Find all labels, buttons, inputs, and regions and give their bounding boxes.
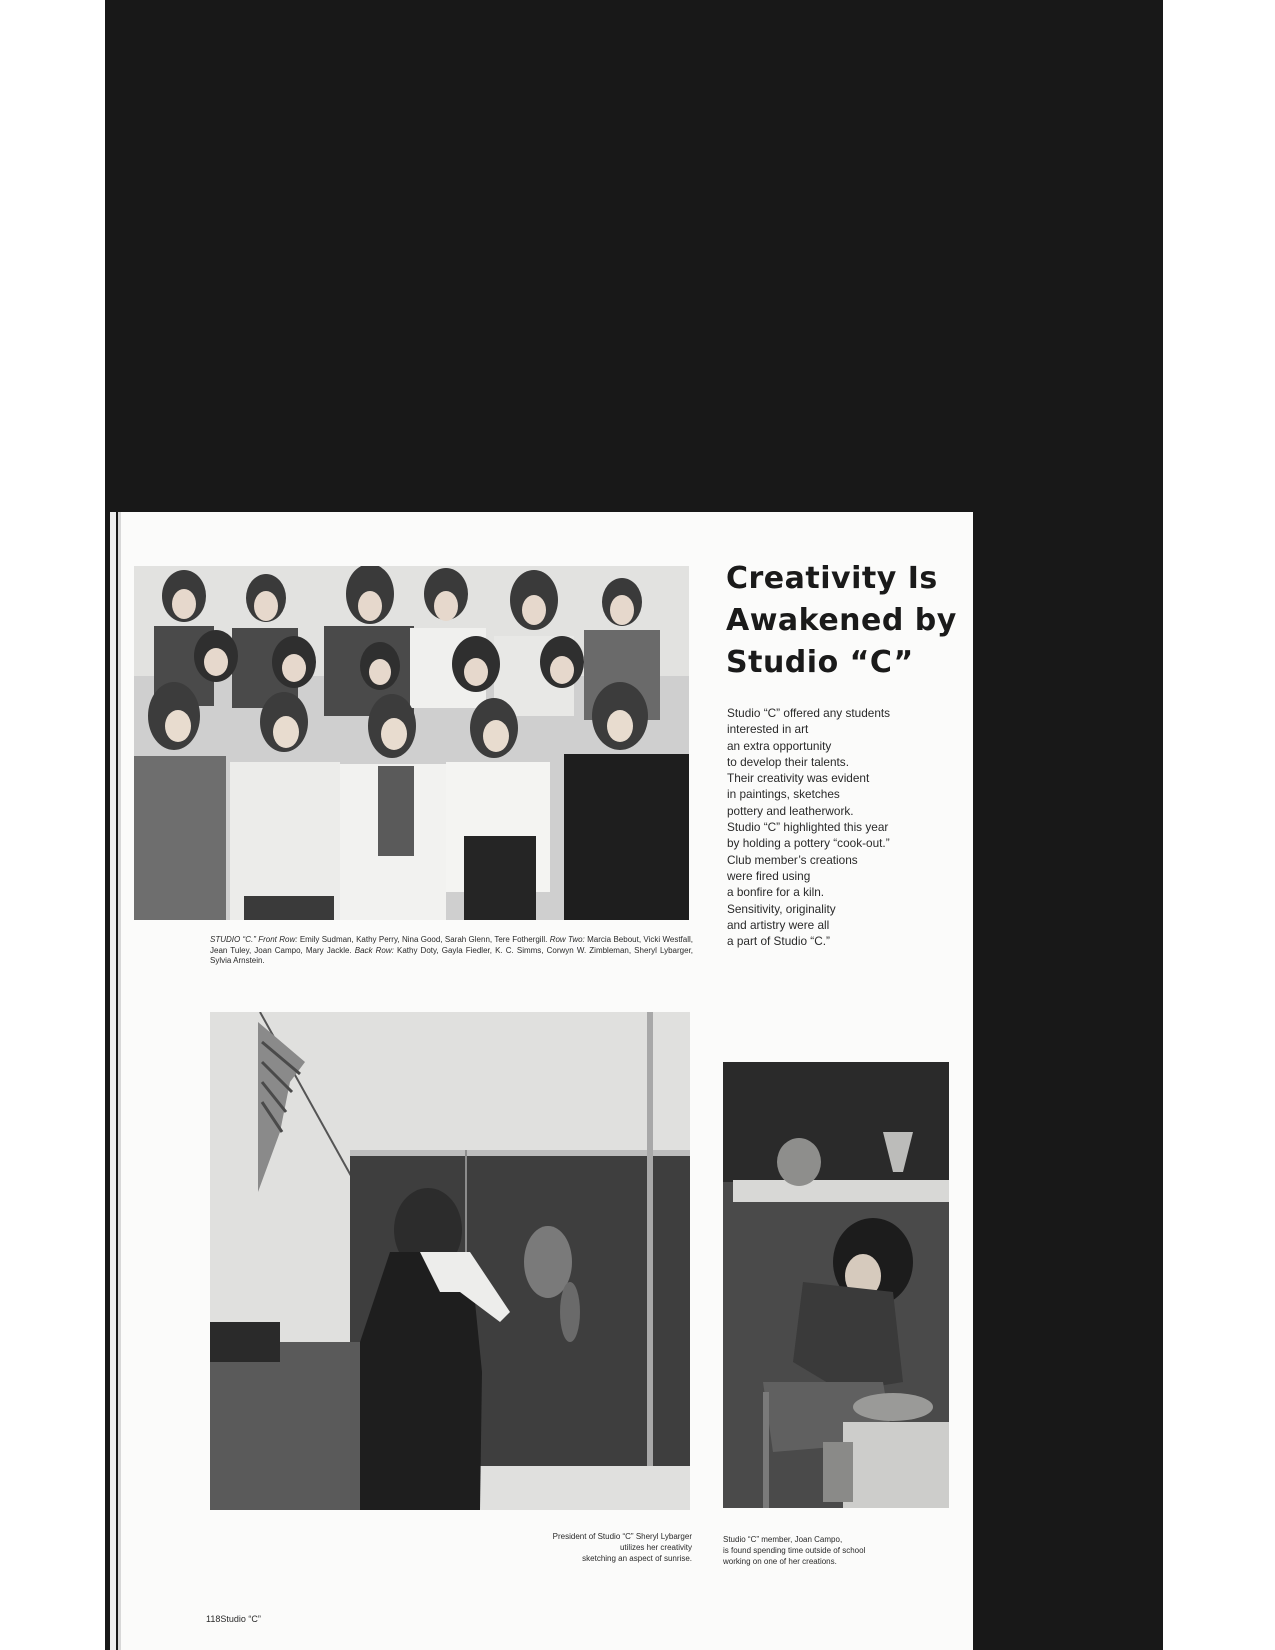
body-line: an extra opportunity bbox=[727, 738, 832, 753]
body-line: in paintings, sketches bbox=[727, 787, 840, 802]
caption-line: Studio “C” member, Joan Campo, bbox=[723, 1535, 843, 1544]
page-heading bbox=[726, 558, 966, 684]
pottery-photo bbox=[723, 1062, 949, 1508]
body-line: Club member’s creations bbox=[727, 852, 858, 867]
group-photo-caption bbox=[210, 935, 693, 967]
body-line: and artistry were all bbox=[727, 917, 830, 932]
president-photo-caption bbox=[440, 1531, 692, 1564]
heading-line: Studio “C” bbox=[726, 645, 914, 680]
body-line: to develop their talents. bbox=[727, 754, 849, 769]
front-row-label: Front Row: bbox=[258, 935, 300, 944]
front-row-names: Emily Sudman, Kathy Perry, Nina Good, Sarah Glenn, Tere Fothergill. bbox=[299, 935, 550, 944]
body-line: by holding a pottery “cook-out.” bbox=[727, 836, 890, 851]
chalkboard-photo bbox=[210, 1012, 690, 1510]
body-line: a part of Studio “C.” bbox=[727, 934, 830, 949]
body-line: Their creativity was evident bbox=[727, 771, 870, 786]
caption-label: STUDIO “C.” bbox=[210, 935, 259, 944]
group-photo bbox=[134, 566, 689, 920]
body-line: interested in art bbox=[727, 722, 809, 737]
back-row-names: Kathy Doty, Gayla Fiedler, K. C. Simms, Corwyn W. Zimbleman, Sheryl Lybarger, Sylvia Arnstein. bbox=[210, 945, 694, 965]
body-line: Studio “C” offered any students bbox=[727, 706, 891, 720]
row-two-names: Marcia Bebout, Vicki Westfall, Jean Tuley, Joan Campo, Mary Jackle. bbox=[210, 935, 693, 955]
body-line: were fired using bbox=[727, 868, 811, 883]
heading-line: Creativity Is bbox=[726, 561, 938, 596]
pottery-photo-caption bbox=[723, 1534, 963, 1567]
heading-line: Awakened by bbox=[726, 603, 957, 638]
back-row-label: Back Row: bbox=[354, 945, 397, 955]
row-two-label: Row Two: bbox=[549, 935, 588, 944]
body-line: Studio “C” highlighted this year bbox=[727, 820, 889, 835]
page-edge bbox=[110, 512, 116, 1650]
body-line: a bonfire for a kiln. bbox=[727, 885, 825, 900]
caption-line: sketching an aspect of sunrise. bbox=[582, 1554, 692, 1563]
page-number: 118 bbox=[206, 1614, 221, 1624]
body-line: Sensitivity, originality bbox=[727, 901, 836, 916]
caption-line: President of Studio “C” Sheryl Lybarger bbox=[552, 1532, 692, 1541]
caption-line: is found spending time outside of school bbox=[723, 1546, 866, 1555]
body-line: pottery and leatherwork. bbox=[727, 803, 854, 818]
caption-line: utilizes her creativity bbox=[619, 1543, 692, 1552]
folio-section: Studio “C” bbox=[220, 1614, 261, 1624]
page-folio bbox=[206, 1614, 261, 1624]
body-copy bbox=[727, 705, 937, 949]
caption-line: working on one of her creations. bbox=[723, 1557, 837, 1566]
